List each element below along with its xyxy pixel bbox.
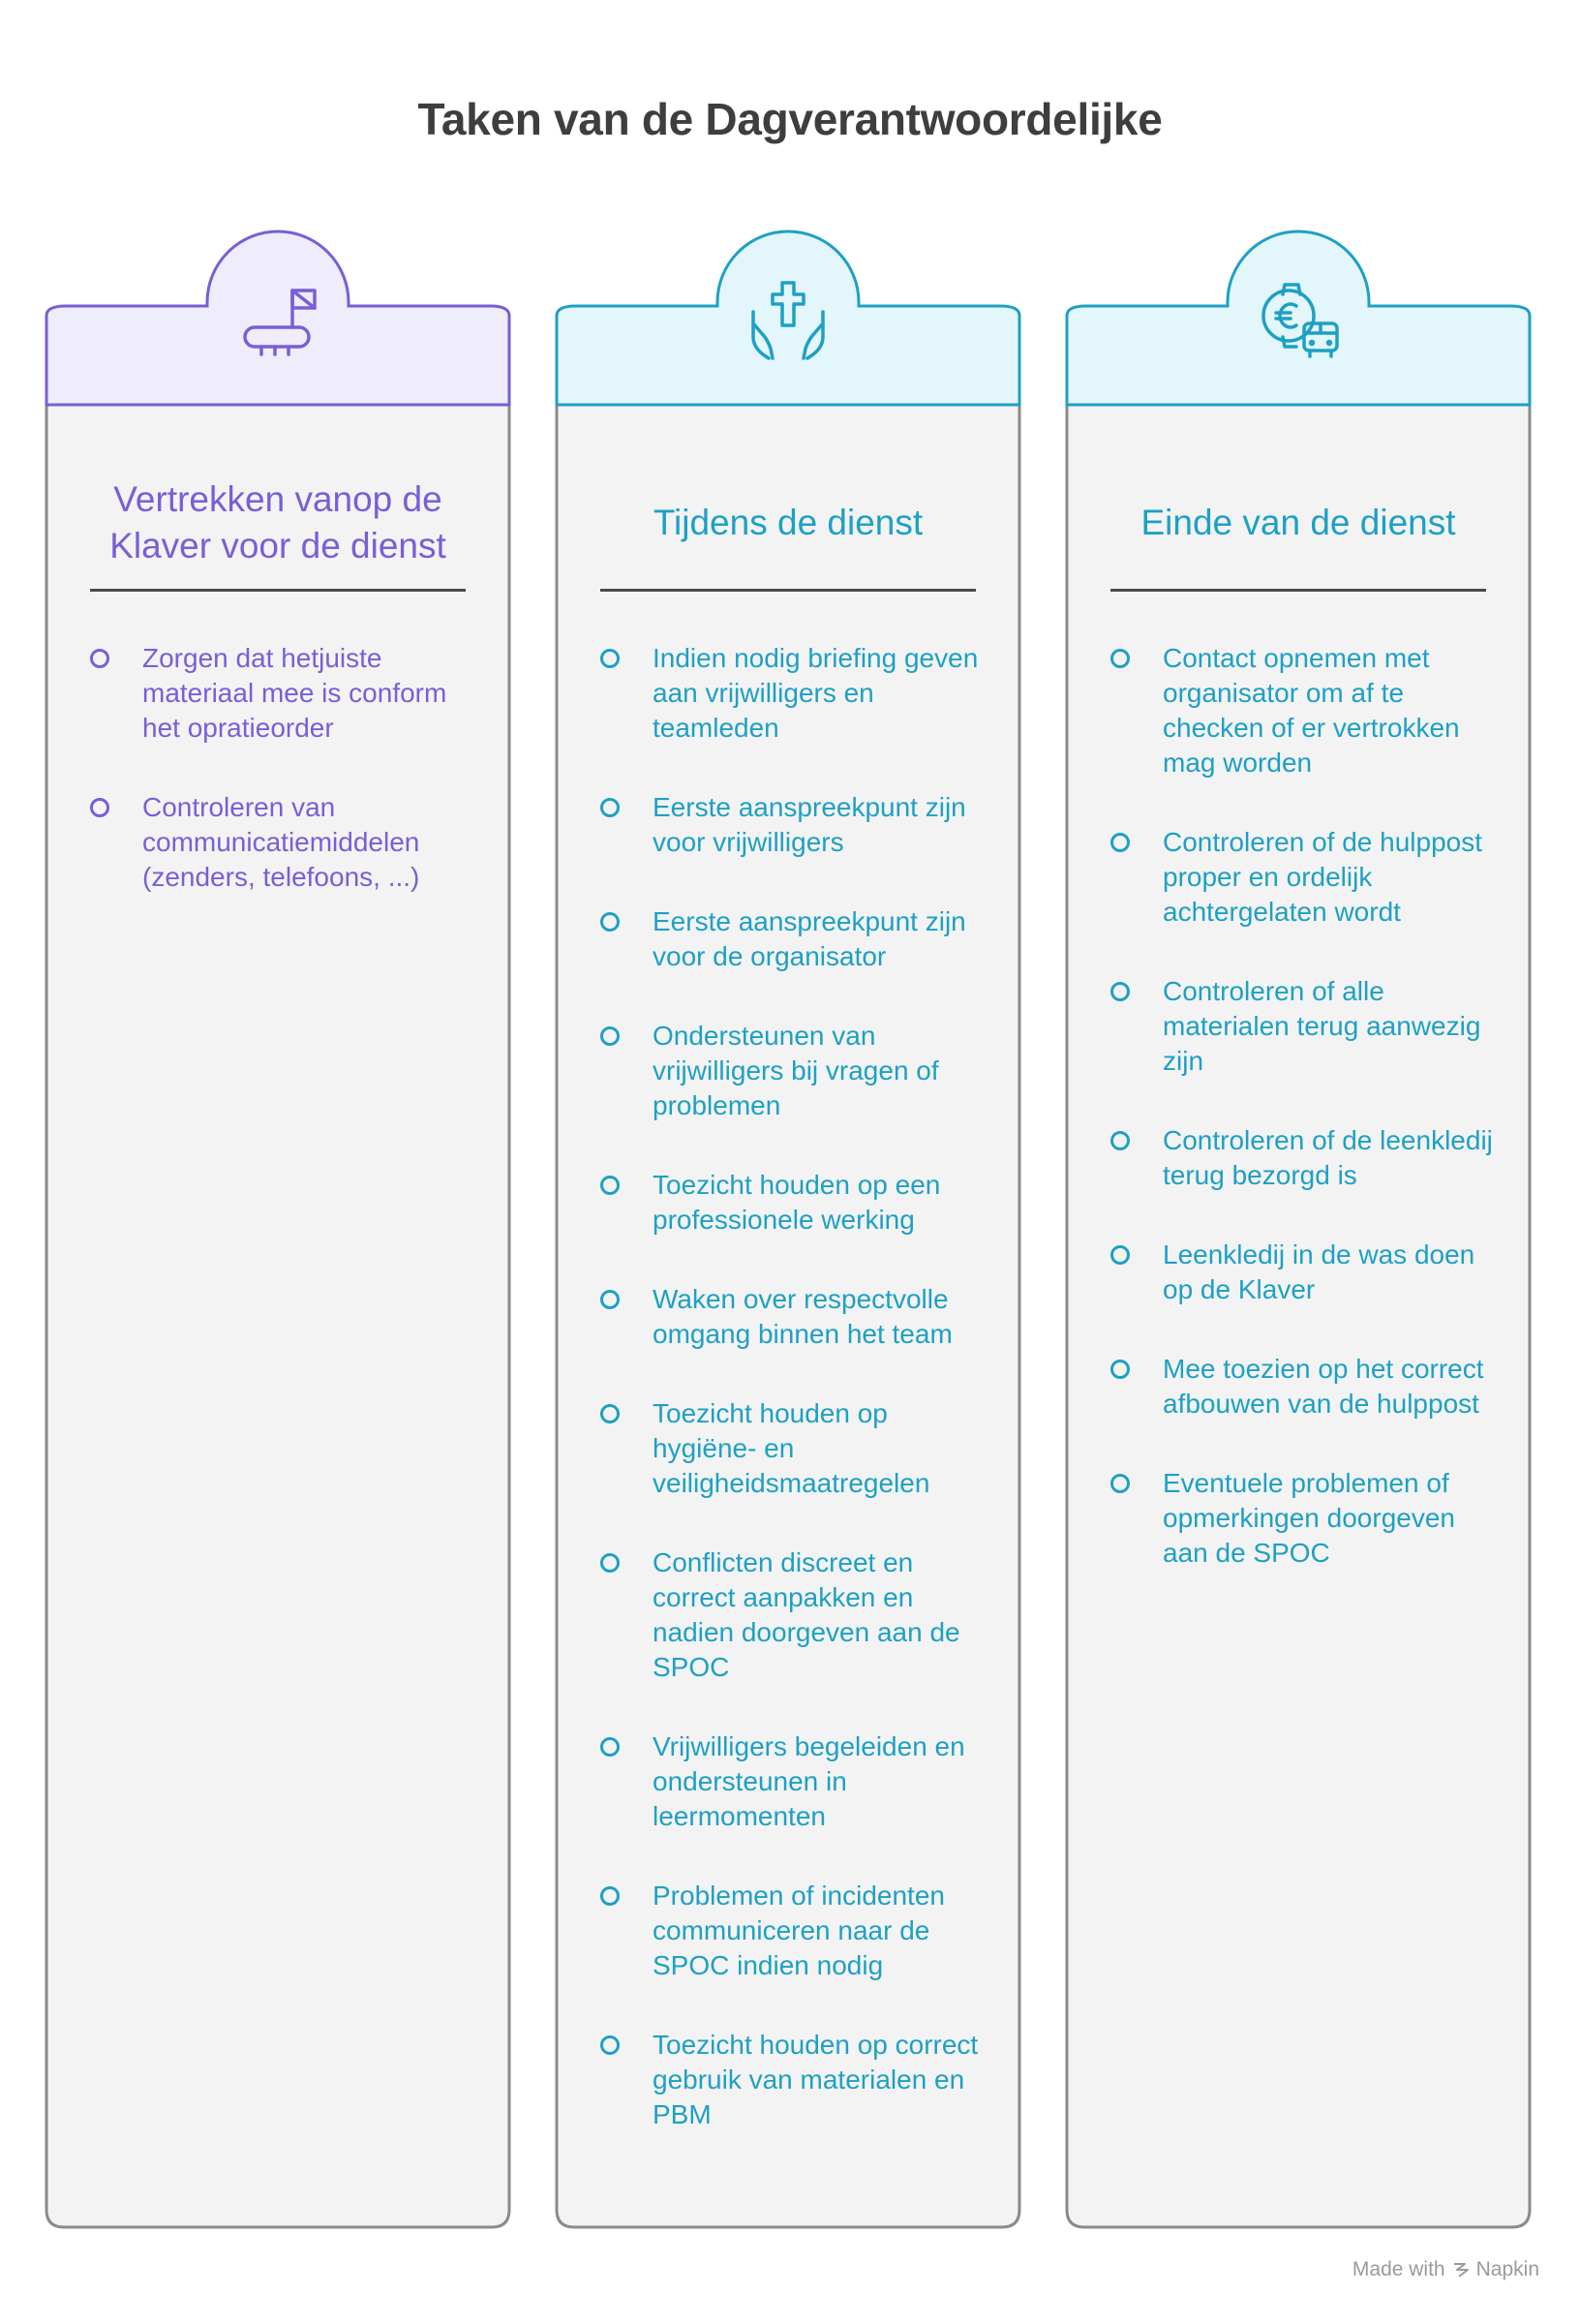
list-item [600,1019,997,1123]
list-item [1110,1238,1507,1307]
list-item [1110,1352,1507,1422]
item-text: Eventuele problemen of opmerkingen doorgeven aan de SPOC [1163,1468,1455,1568]
page-title: Taken van de Dagverantwoordelijke [417,94,1163,144]
list-item [600,1545,997,1685]
bullet-circle-icon [600,2035,620,2055]
napkin-brand-label: Napkin [1475,2258,1539,2280]
list-item [600,2028,997,2132]
list-item [90,790,487,895]
list-item [1110,1123,1507,1193]
item-text: Controleren of alle materialen terug aanwezig zijn [1163,976,1481,1076]
item-text: Controleren of de hulppost proper en ordelijk achtergelaten wordt [1163,827,1482,927]
list-item [600,904,997,974]
bullet-circle-icon [600,1404,620,1423]
bullet-circle-icon [1110,1360,1130,1379]
task-list [1110,641,1507,1615]
item-text: Ondersteunen van vrijwilligers bij vragen of problemen [653,1021,939,1120]
bullet-circle-icon [1110,982,1130,1001]
item-text: Eerste aanspreekpunt zijn voor vrijwilligers [653,792,966,857]
item-text: Mee toezien op het correct afbouwen van de hulppost [1163,1354,1484,1419]
bullet-circle-icon [90,649,109,668]
item-text: Indien nodig briefing geven aan vrijwilligers en teamleden [653,643,979,743]
column-during [555,240,1021,2229]
item-text: Vrijwilligers begeleiden en ondersteunen in leermomenten [653,1731,965,1831]
divider [1110,589,1486,592]
bullet-circle-icon [600,798,620,817]
bullet-circle-icon [600,1886,620,1906]
list-item [1110,825,1507,930]
list-item [600,1168,997,1238]
item-text: Contact opnemen met organisator om af te checken of er vertrokken mag worden [1163,643,1460,778]
item-text: Waken over respectvolle omgang binnen het team [653,1284,953,1349]
item-text: Controleren van communicatiemiddelen (zenders, telefoons, ...) [142,792,420,892]
bullet-circle-icon [90,798,109,817]
list-item [1110,641,1507,780]
column-heading: Tijdens de dienst [653,503,924,542]
item-text: Leenkledij in de was doen op de Klaver [1163,1239,1475,1304]
column-end [1065,240,1532,2229]
list-item [1110,974,1507,1079]
napkin-logo-icon [1451,2260,1471,2279]
task-list [90,641,487,939]
list-item [600,790,997,860]
bullet-circle-icon [600,912,620,932]
item-text: Toezicht houden op correct gebruik van materialen en PBM [653,2030,979,2129]
bullet-circle-icon [600,1026,620,1046]
column-heading: Einde van de dienst [1140,503,1456,542]
list-item [600,1879,997,1983]
bullet-circle-icon [1110,1131,1130,1150]
bullet-circle-icon [600,1737,620,1757]
hands-with-cross-icon [740,269,836,366]
item-text: Controleren of de leenkledij terug bezorgd is [1163,1125,1493,1190]
bullet-circle-icon [1110,1474,1130,1493]
item-text: Eerste aanspreekpunt zijn voor de organisator [653,906,966,971]
item-text: Zorgen dat hetjuiste materiaal mee is conform het opratieorder [142,643,447,743]
item-text: Toezicht houden op een professionele werking [653,1170,941,1235]
bullet-circle-icon [600,649,620,668]
bullet-circle-icon [1110,833,1130,852]
item-text: Problemen of incidenten communiceren naar de SPOC indien nodig [653,1881,945,1980]
list-item [600,1396,997,1501]
divider [600,589,976,592]
made-with-label: Made with [1352,2258,1445,2280]
column-heading: Vertrekken vanop de Klaver voor de dienst [109,479,446,566]
item-text: Toezicht houden op hygiëne- en veiligheidsmaatregelen [653,1398,930,1498]
bullet-circle-icon [600,1176,620,1195]
euro-watch-bus-icon [1250,269,1347,366]
list-item [600,1729,997,1834]
bullet-circle-icon [600,1553,620,1573]
golf-flag-icon [229,269,326,366]
list-item [600,1282,997,1352]
item-text: Conflicten discreet en correct aanpakken en nadien doorgeven aan de SPOC [653,1547,960,1682]
bullet-circle-icon [600,1290,620,1309]
list-item [90,641,487,746]
list-item [1110,1466,1507,1571]
list-item [600,641,997,746]
bullet-circle-icon [1110,649,1130,668]
column-departure [45,240,511,2229]
made-with-napkin-badge[interactable] [1352,2258,1539,2281]
divider [90,589,466,592]
task-list [600,641,997,2177]
bullet-circle-icon [1110,1245,1130,1265]
